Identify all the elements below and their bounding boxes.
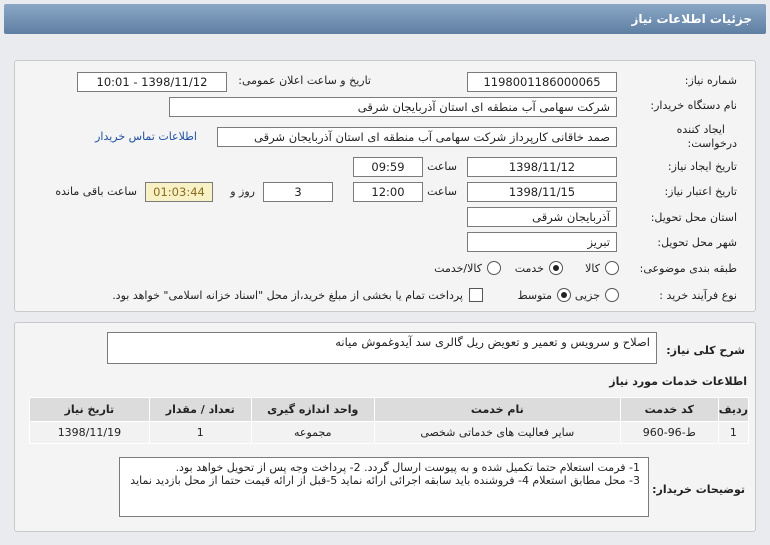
category-service-label: خدمت [514,262,544,275]
buyer-notes-line2: 3- محل مطابق استعلام 4- فروشنده باید سابقه اجرائی ارائه نماید 5-قبل از ارائه قیمت حتما از محل بازدید نماید [130,474,640,487]
col-service-name: نام خدمت [374,398,620,422]
process-medium-radio[interactable] [557,288,571,302]
category-label: طبقه بندی موضوعی: [639,262,737,275]
col-need-date: تاریخ نیاز [30,398,150,422]
page-title: جزئیات اطلاعات نیاز [631,12,752,26]
col-unit: واحد اندازه گیری [251,398,374,422]
description-field[interactable]: اصلاح و سرویس و تعمیر و تعویض ریل گالری سد آیدوغموش میانه [107,332,657,364]
need-info-panel [14,60,756,312]
col-quantity: تعداد / مقدار [149,398,251,422]
col-service-code: کد خدمت [620,398,718,422]
buyer-notes-line1: 1- فرمت استعلام حتما تکمیل شده و به پیوست ارسال گردد. 2- پرداخت وجه پس از تحویل خواهد بود. [175,461,640,474]
process-label: نوع فرآیند خرید : [659,289,737,302]
creator-label-line2: درخواست: [687,137,737,150]
category-goods-label: کالا [585,262,600,275]
buyer-notes-label: توضیحات خریدار: [652,483,745,496]
treasury-payment-text: پرداخت تمام یا بخشی از مبلغ خرید،از محل "اسناد خزانه اسلامی" خواهد بود. [112,289,463,302]
announce-field[interactable]: 1398/11/12 - 10:01 [77,72,227,92]
cell-row: 1 [718,422,748,444]
days-field[interactable]: 3 [263,182,333,202]
services-header-row [30,398,749,422]
col-row: ردیف [718,398,748,422]
category-service-radio[interactable] [549,261,563,275]
process-minor-radio[interactable] [605,288,619,302]
need-details-panel [14,322,756,532]
category-goods-radio[interactable] [605,261,619,275]
cell-unit: مجموعه [251,422,374,444]
cell-quantity: 1 [149,422,251,444]
remaining-label: ساعت باقی مانده [55,185,137,198]
province-label: استان محل تحویل: [650,211,737,224]
process-medium-label: متوسط [517,289,552,302]
announce-label: تاریخ و ساعت اعلان عمومی: [238,74,371,87]
need-number-label: شماره نیاز: [684,74,737,87]
creator-label-line1: ایجاد کننده [676,123,725,136]
created-date-field[interactable]: 1398/11/12 [467,157,617,177]
validity-date-label: تاریخ اعتبار نیاز: [664,185,737,198]
created-date-label: تاریخ ایجاد نیاز: [667,160,737,173]
validity-time-field[interactable]: 12:00 [353,182,423,202]
table-row[interactable] [30,422,749,444]
buyer-label: نام دستگاه خریدار: [650,99,737,112]
days-label: روز و [230,185,255,198]
page-header [4,4,766,34]
validity-date-field[interactable]: 1398/11/15 [467,182,617,202]
city-label: شهر محل تحویل: [657,236,737,249]
need-number-field[interactable]: 1198001186000065 [467,72,617,92]
created-time-label: ساعت [427,160,457,173]
buyer-notes-field[interactable] [119,457,649,517]
province-field[interactable]: آذربایجان شرقی [467,207,617,227]
services-section-title: اطلاعات خدمات مورد نیاز [609,375,747,388]
city-field[interactable]: تبریز [467,232,617,252]
category-goods-service-label: کالا/خدمت [434,262,482,275]
buyer-field[interactable]: شرکت سهامی آب منطقه ای استان آذربایجان شرقی [169,97,617,117]
cell-service-code: ط-96-960 [620,422,718,444]
category-goods-service-radio[interactable] [487,261,501,275]
treasury-checkbox[interactable] [469,288,483,302]
validity-time-label: ساعت [427,185,457,198]
buyer-contact-link[interactable]: اطلاعات تماس خریدار [95,130,197,143]
cell-need-date: 1398/11/19 [30,422,150,444]
services-table [29,397,749,444]
creator-field[interactable]: صمد خاقانی کارپرداز شرکت سهامی آب منطقه ای استان آذربایجان شرقی [217,127,617,147]
remaining-time-field: 01:03:44 [145,182,213,202]
cell-service-name: سایر فعالیت های خدماتی شخصی [374,422,620,444]
created-time-field[interactable]: 09:59 [353,157,423,177]
process-minor-label: جزیی [574,289,600,302]
description-label: شرح کلی نیاز: [666,344,745,357]
